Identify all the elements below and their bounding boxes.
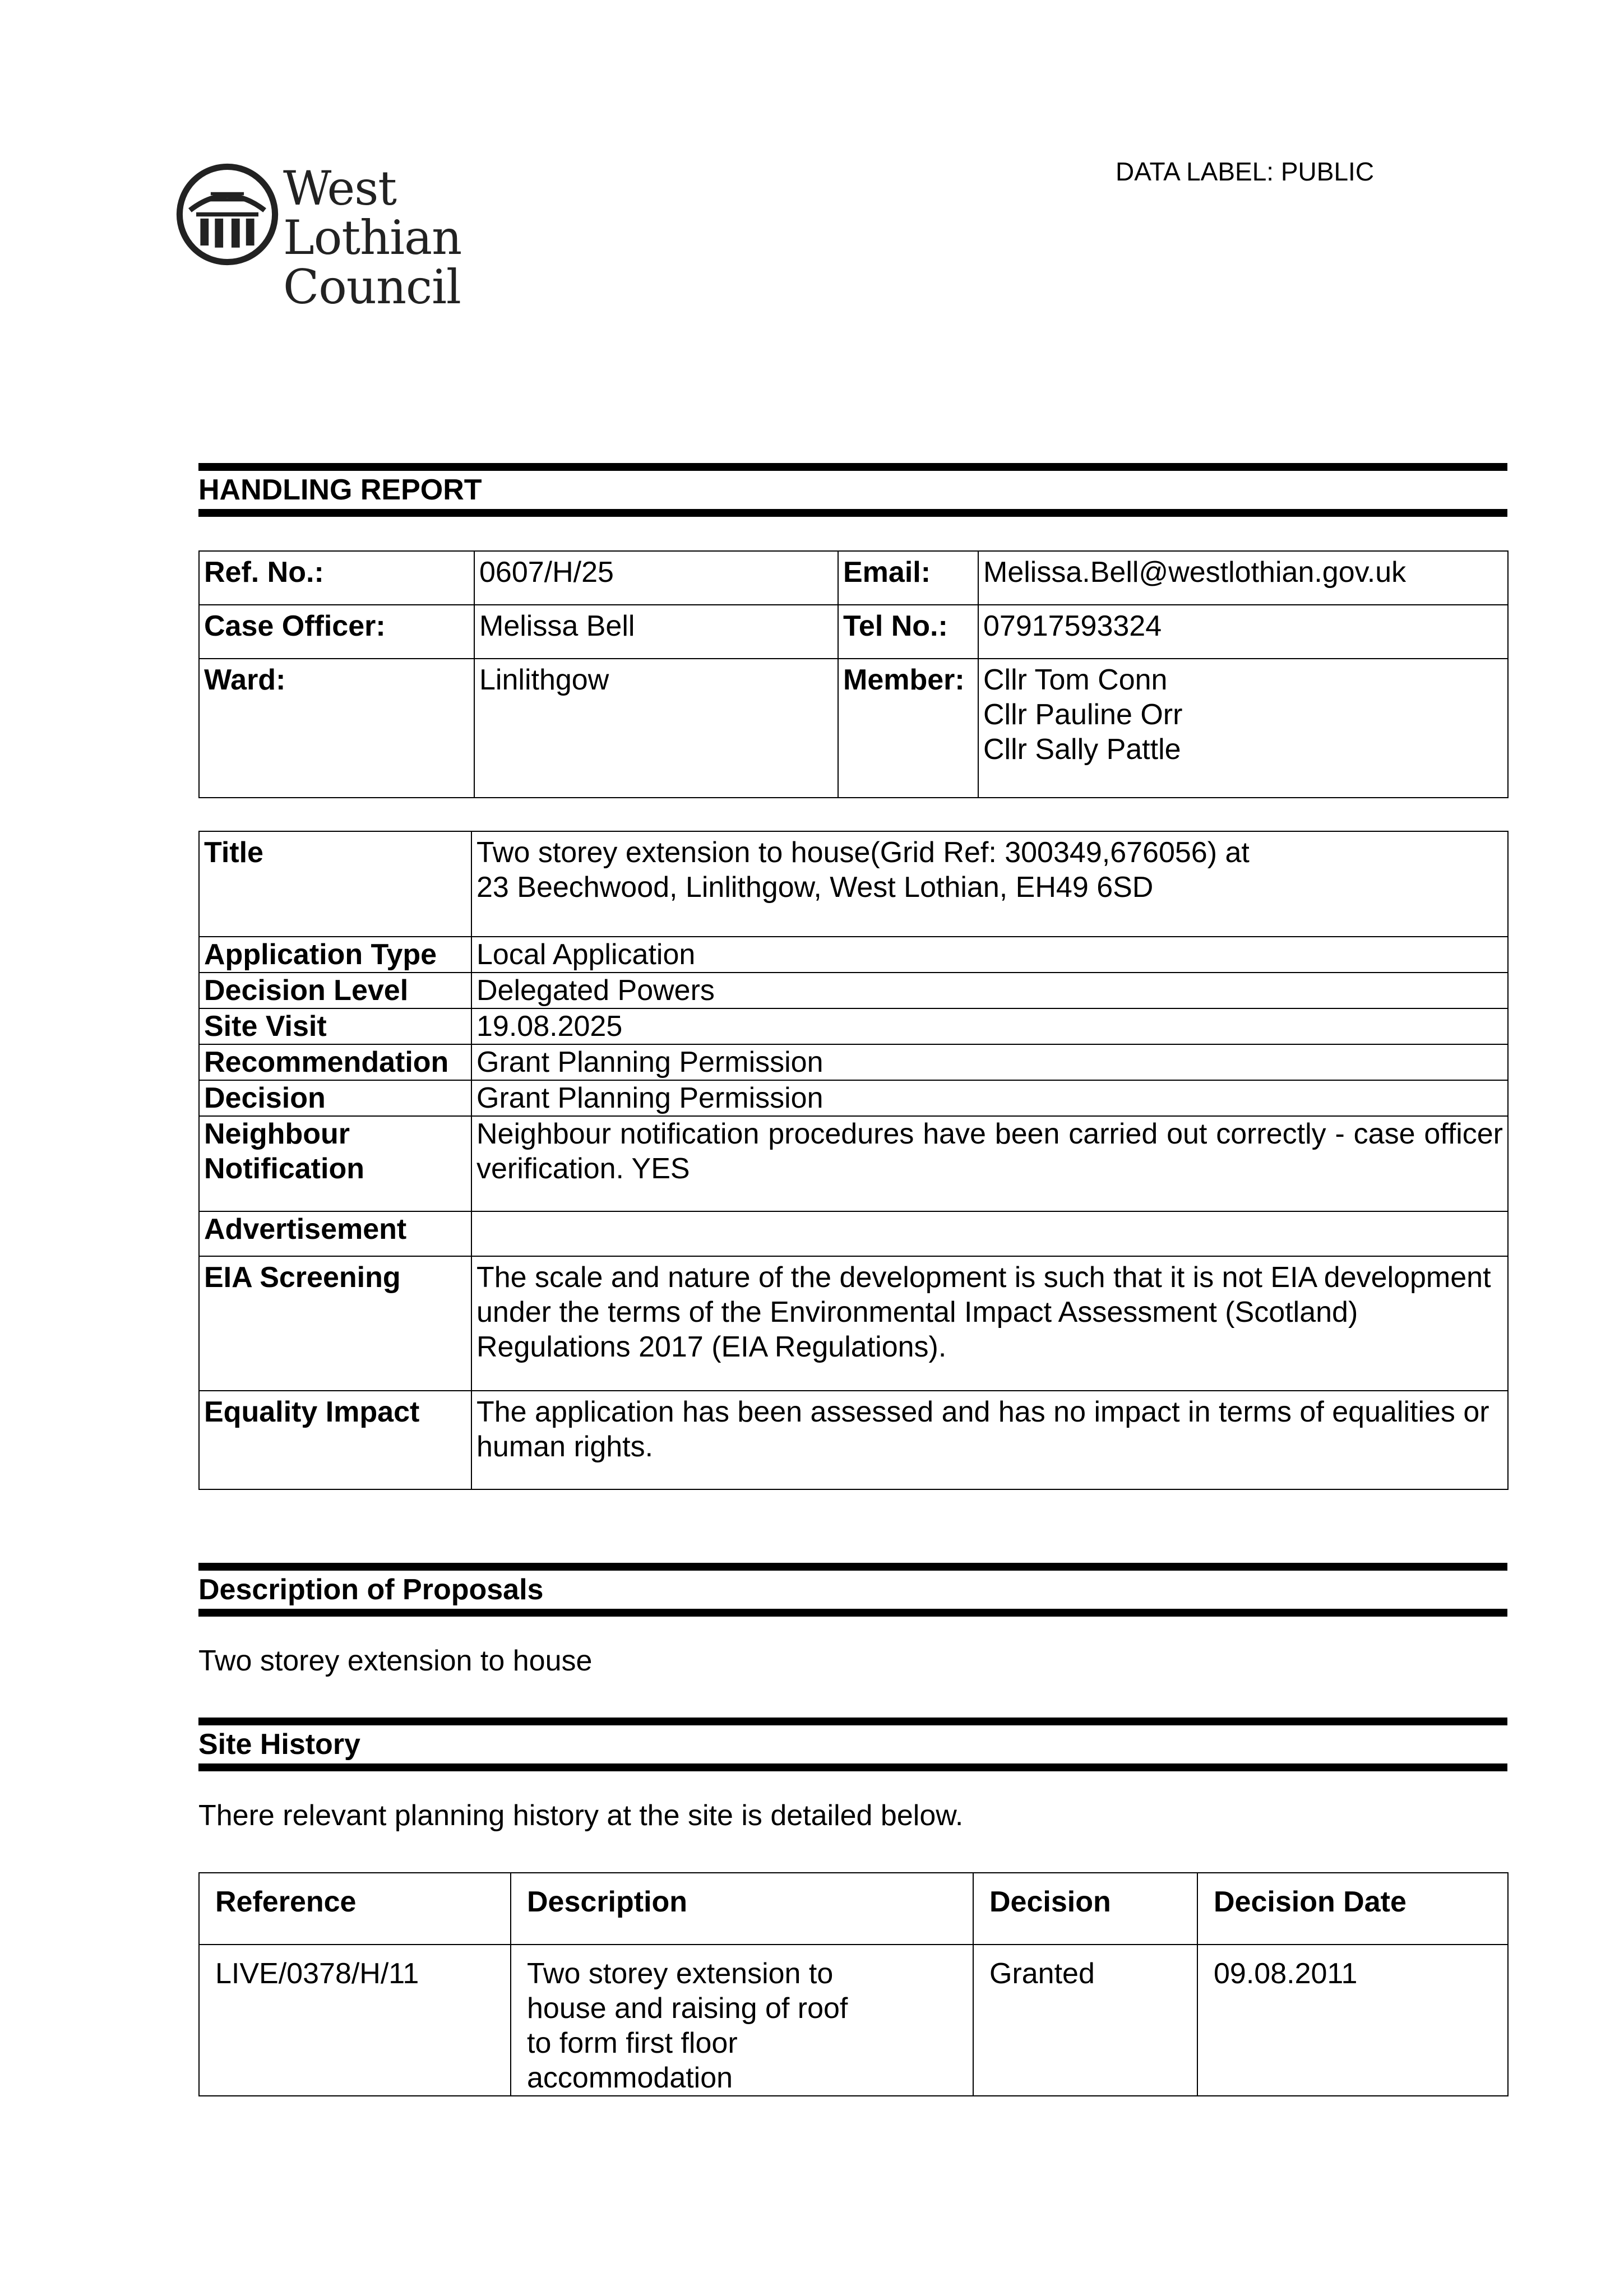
table-row [199, 1044, 1508, 1080]
col-header-decision: Decision [973, 1873, 1197, 1945]
logo-text-line1: West Lothian [283, 161, 462, 265]
ref-label: Ref. No.: [199, 551, 474, 605]
history-description-line1: Two storey extension to [527, 1957, 834, 1990]
neighbour-label-line1: Neighbour [204, 1118, 350, 1150]
case-details-table [198, 550, 1509, 798]
title-value [471, 831, 1508, 937]
title-label: Title [199, 831, 471, 937]
equality-impact-value: The application has been assessed and has no impact in terms of equalities or human rights. [471, 1391, 1508, 1489]
table-row [199, 1256, 1508, 1391]
table-row [199, 551, 1508, 605]
site-visit-value: 19.08.2025 [471, 1008, 1508, 1044]
description-heading [198, 1563, 1507, 1617]
recommendation-label: Recommendation [199, 1044, 471, 1080]
recommendation-value: Grant Planning Permission [471, 1044, 1508, 1080]
advertisement-value [471, 1211, 1508, 1256]
decision-level-label: Decision Level [199, 973, 471, 1008]
history-decision: Granted [973, 1945, 1197, 2096]
table-row [199, 1945, 1508, 2096]
application-details-table [198, 831, 1509, 1490]
history-description-line2: house and raising of roof [527, 1992, 848, 2025]
member-1: Cllr Tom Conn [983, 664, 1168, 696]
application-type-label: Application Type [199, 937, 471, 973]
table-row [199, 1116, 1508, 1211]
history-reference: LIVE/0378/H/11 [199, 1945, 511, 2096]
decision-value: Grant Planning Permission [471, 1080, 1508, 1116]
history-description-line3: to form first floor [527, 2027, 738, 2059]
ref-value: 0607/H/25 [474, 551, 838, 605]
neighbour-notification-label [199, 1116, 471, 1211]
case-officer-label: Case Officer: [199, 605, 474, 659]
table-row [199, 659, 1508, 798]
col-header-reference: Reference [199, 1873, 511, 1945]
decision-label: Decision [199, 1080, 471, 1116]
case-officer-value: Melissa Bell [474, 605, 838, 659]
site-history-heading [198, 1718, 1507, 1771]
member-3: Cllr Sally Pattle [983, 733, 1181, 766]
table-row [199, 1211, 1508, 1256]
email-label: Email: [838, 551, 978, 605]
ward-value: Linlithgow [474, 659, 838, 798]
table-row [199, 605, 1508, 659]
site-history-heading-text: Site History [198, 1728, 360, 1761]
tel-value: 07917593324 [978, 605, 1508, 659]
logo-wordmark [283, 161, 557, 314]
table-row [199, 1391, 1508, 1489]
handling-report-title: HANDLING REPORT [198, 474, 482, 506]
table-row [199, 831, 1508, 937]
decision-level-value: Delegated Powers [471, 973, 1508, 1008]
members-list [978, 659, 1508, 798]
tel-label: Tel No.: [838, 605, 978, 659]
description-text: Two storey extension to house [198, 1645, 593, 1677]
ward-label: Ward: [199, 659, 474, 798]
member-label: Member: [838, 659, 978, 798]
table-row [199, 973, 1508, 1008]
site-history-table [198, 1872, 1509, 2096]
table-row [199, 1080, 1508, 1116]
advertisement-label: Advertisement [199, 1211, 471, 1256]
col-header-decision-date: Decision Date [1197, 1873, 1508, 1945]
member-2: Cllr Pauline Orr [983, 698, 1183, 731]
title-value-line2: 23 Beechwood, Linlithgow, West Lothian, EH49 6SD [476, 871, 1154, 904]
description-heading-text: Description of Proposals [198, 1573, 544, 1606]
eia-screening-value: The scale and nature of the development is such that it is not EIA development under the terms of the Environmental Impact Assessment (Scotland) Regulations 2017 (EIA Regulations). [471, 1256, 1508, 1391]
history-decision-date: 09.08.2011 [1197, 1945, 1508, 2096]
neighbour-notification-value: Neighbour notification procedures have been carried out correctly - case officer verification. YES [471, 1116, 1508, 1211]
history-description-line4: accommodation [527, 2062, 733, 2094]
council-crest-icon [175, 163, 279, 266]
application-type-value: Local Application [471, 937, 1508, 973]
table-row [199, 1008, 1508, 1044]
neighbour-label-line2: Notification [204, 1152, 364, 1185]
title-value-line1: Two storey extension to house(Grid Ref: 300349,676056) at [476, 836, 1250, 869]
eia-screening-label: EIA Screening [199, 1256, 471, 1391]
history-description [511, 1945, 973, 2096]
table-header-row [199, 1873, 1508, 1945]
data-label: DATA LABEL: PUBLIC [1116, 157, 1375, 186]
col-header-description: Description [511, 1873, 973, 1945]
logo-text-line2: Council [283, 260, 461, 314]
site-history-intro: There relevant planning history at the site is detailed below. [198, 1799, 964, 1832]
site-visit-label: Site Visit [199, 1008, 471, 1044]
council-logo [175, 161, 557, 314]
handling-report-heading [198, 463, 1507, 517]
equality-impact-label: Equality Impact [199, 1391, 471, 1489]
table-row [199, 937, 1508, 973]
email-value[interactable]: Melissa.Bell@westlothian.gov.uk [978, 551, 1508, 605]
